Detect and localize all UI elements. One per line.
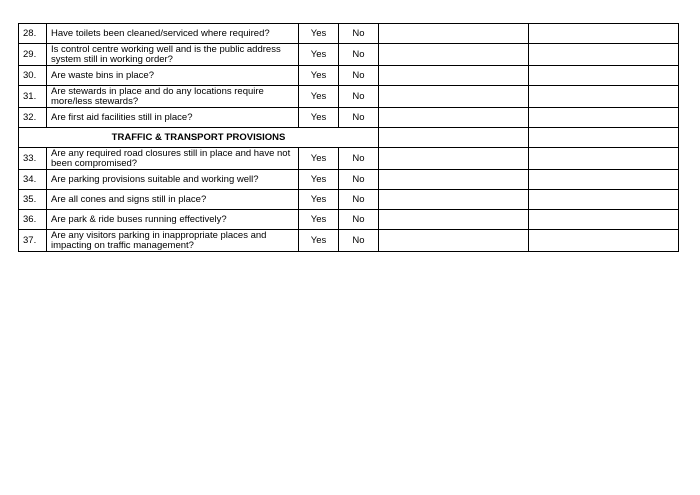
no-option: No bbox=[339, 210, 379, 230]
action-cell bbox=[529, 24, 679, 44]
item-number: 36. bbox=[19, 210, 47, 230]
yes-option: Yes bbox=[299, 170, 339, 190]
item-number: 35. bbox=[19, 190, 47, 210]
action-cell bbox=[529, 148, 679, 170]
notes-cell bbox=[379, 66, 529, 86]
action-cell bbox=[529, 190, 679, 210]
question-text: Are stewards in place and do any locations require more/less stewards? bbox=[47, 86, 299, 108]
section-heading-group bbox=[19, 128, 679, 148]
notes-cell bbox=[379, 24, 529, 44]
notes-cell bbox=[379, 210, 529, 230]
checklist-section-top bbox=[19, 24, 679, 128]
notes-cell bbox=[379, 230, 529, 252]
table-row bbox=[19, 66, 679, 86]
no-option: No bbox=[339, 108, 379, 128]
question-text: Are parking provisions suitable and working well? bbox=[47, 170, 299, 190]
yes-option: Yes bbox=[299, 210, 339, 230]
table-row bbox=[19, 230, 679, 252]
section-heading: TRAFFIC & TRANSPORT PROVISIONS bbox=[19, 128, 379, 148]
no-option: No bbox=[339, 170, 379, 190]
yes-option: Yes bbox=[299, 230, 339, 252]
table-row bbox=[19, 148, 679, 170]
yes-option: Yes bbox=[299, 44, 339, 66]
question-text: Have toilets been cleaned/serviced where required? bbox=[47, 24, 299, 44]
item-number: 29. bbox=[19, 44, 47, 66]
section-heading-row bbox=[19, 128, 679, 148]
no-option: No bbox=[339, 86, 379, 108]
table-row bbox=[19, 170, 679, 190]
table-row bbox=[19, 24, 679, 44]
question-text: Are any required road closures still in place and have not been compromised? bbox=[47, 148, 299, 170]
action-cell bbox=[529, 210, 679, 230]
table-row bbox=[19, 44, 679, 66]
item-number: 33. bbox=[19, 148, 47, 170]
action-cell bbox=[529, 108, 679, 128]
item-number: 30. bbox=[19, 66, 47, 86]
yes-option: Yes bbox=[299, 190, 339, 210]
table-row bbox=[19, 210, 679, 230]
question-text: Are any visitors parking in inappropriate places and impacting on traffic management? bbox=[47, 230, 299, 252]
yes-option: Yes bbox=[299, 24, 339, 44]
no-option: No bbox=[339, 66, 379, 86]
no-option: No bbox=[339, 24, 379, 44]
no-option: No bbox=[339, 44, 379, 66]
action-cell bbox=[529, 44, 679, 66]
question-text: Are first aid facilities still in place? bbox=[47, 108, 299, 128]
question-text: Are all cones and signs still in place? bbox=[47, 190, 299, 210]
no-option: No bbox=[339, 190, 379, 210]
table-row bbox=[19, 86, 679, 108]
item-number: 32. bbox=[19, 108, 47, 128]
action-cell bbox=[529, 86, 679, 108]
action-cell bbox=[529, 230, 679, 252]
question-text: Is control centre working well and is the public address system still in working order? bbox=[47, 44, 299, 66]
yes-option: Yes bbox=[299, 148, 339, 170]
checklist-table bbox=[18, 23, 679, 252]
notes-cell bbox=[379, 170, 529, 190]
question-text: Are park & ride buses running effectively? bbox=[47, 210, 299, 230]
item-number: 28. bbox=[19, 24, 47, 44]
item-number: 37. bbox=[19, 230, 47, 252]
yes-option: Yes bbox=[299, 86, 339, 108]
notes-cell bbox=[379, 128, 529, 148]
no-option: No bbox=[339, 148, 379, 170]
notes-cell bbox=[379, 86, 529, 108]
question-text: Are waste bins in place? bbox=[47, 66, 299, 86]
action-cell bbox=[529, 128, 679, 148]
notes-cell bbox=[379, 148, 529, 170]
no-option: No bbox=[339, 230, 379, 252]
yes-option: Yes bbox=[299, 108, 339, 128]
notes-cell bbox=[379, 190, 529, 210]
action-cell bbox=[529, 170, 679, 190]
yes-option: Yes bbox=[299, 66, 339, 86]
item-number: 34. bbox=[19, 170, 47, 190]
action-cell bbox=[529, 66, 679, 86]
notes-cell bbox=[379, 44, 529, 66]
table-row bbox=[19, 108, 679, 128]
notes-cell bbox=[379, 108, 529, 128]
checklist-section-traffic bbox=[19, 148, 679, 252]
item-number: 31. bbox=[19, 86, 47, 108]
table-row bbox=[19, 190, 679, 210]
